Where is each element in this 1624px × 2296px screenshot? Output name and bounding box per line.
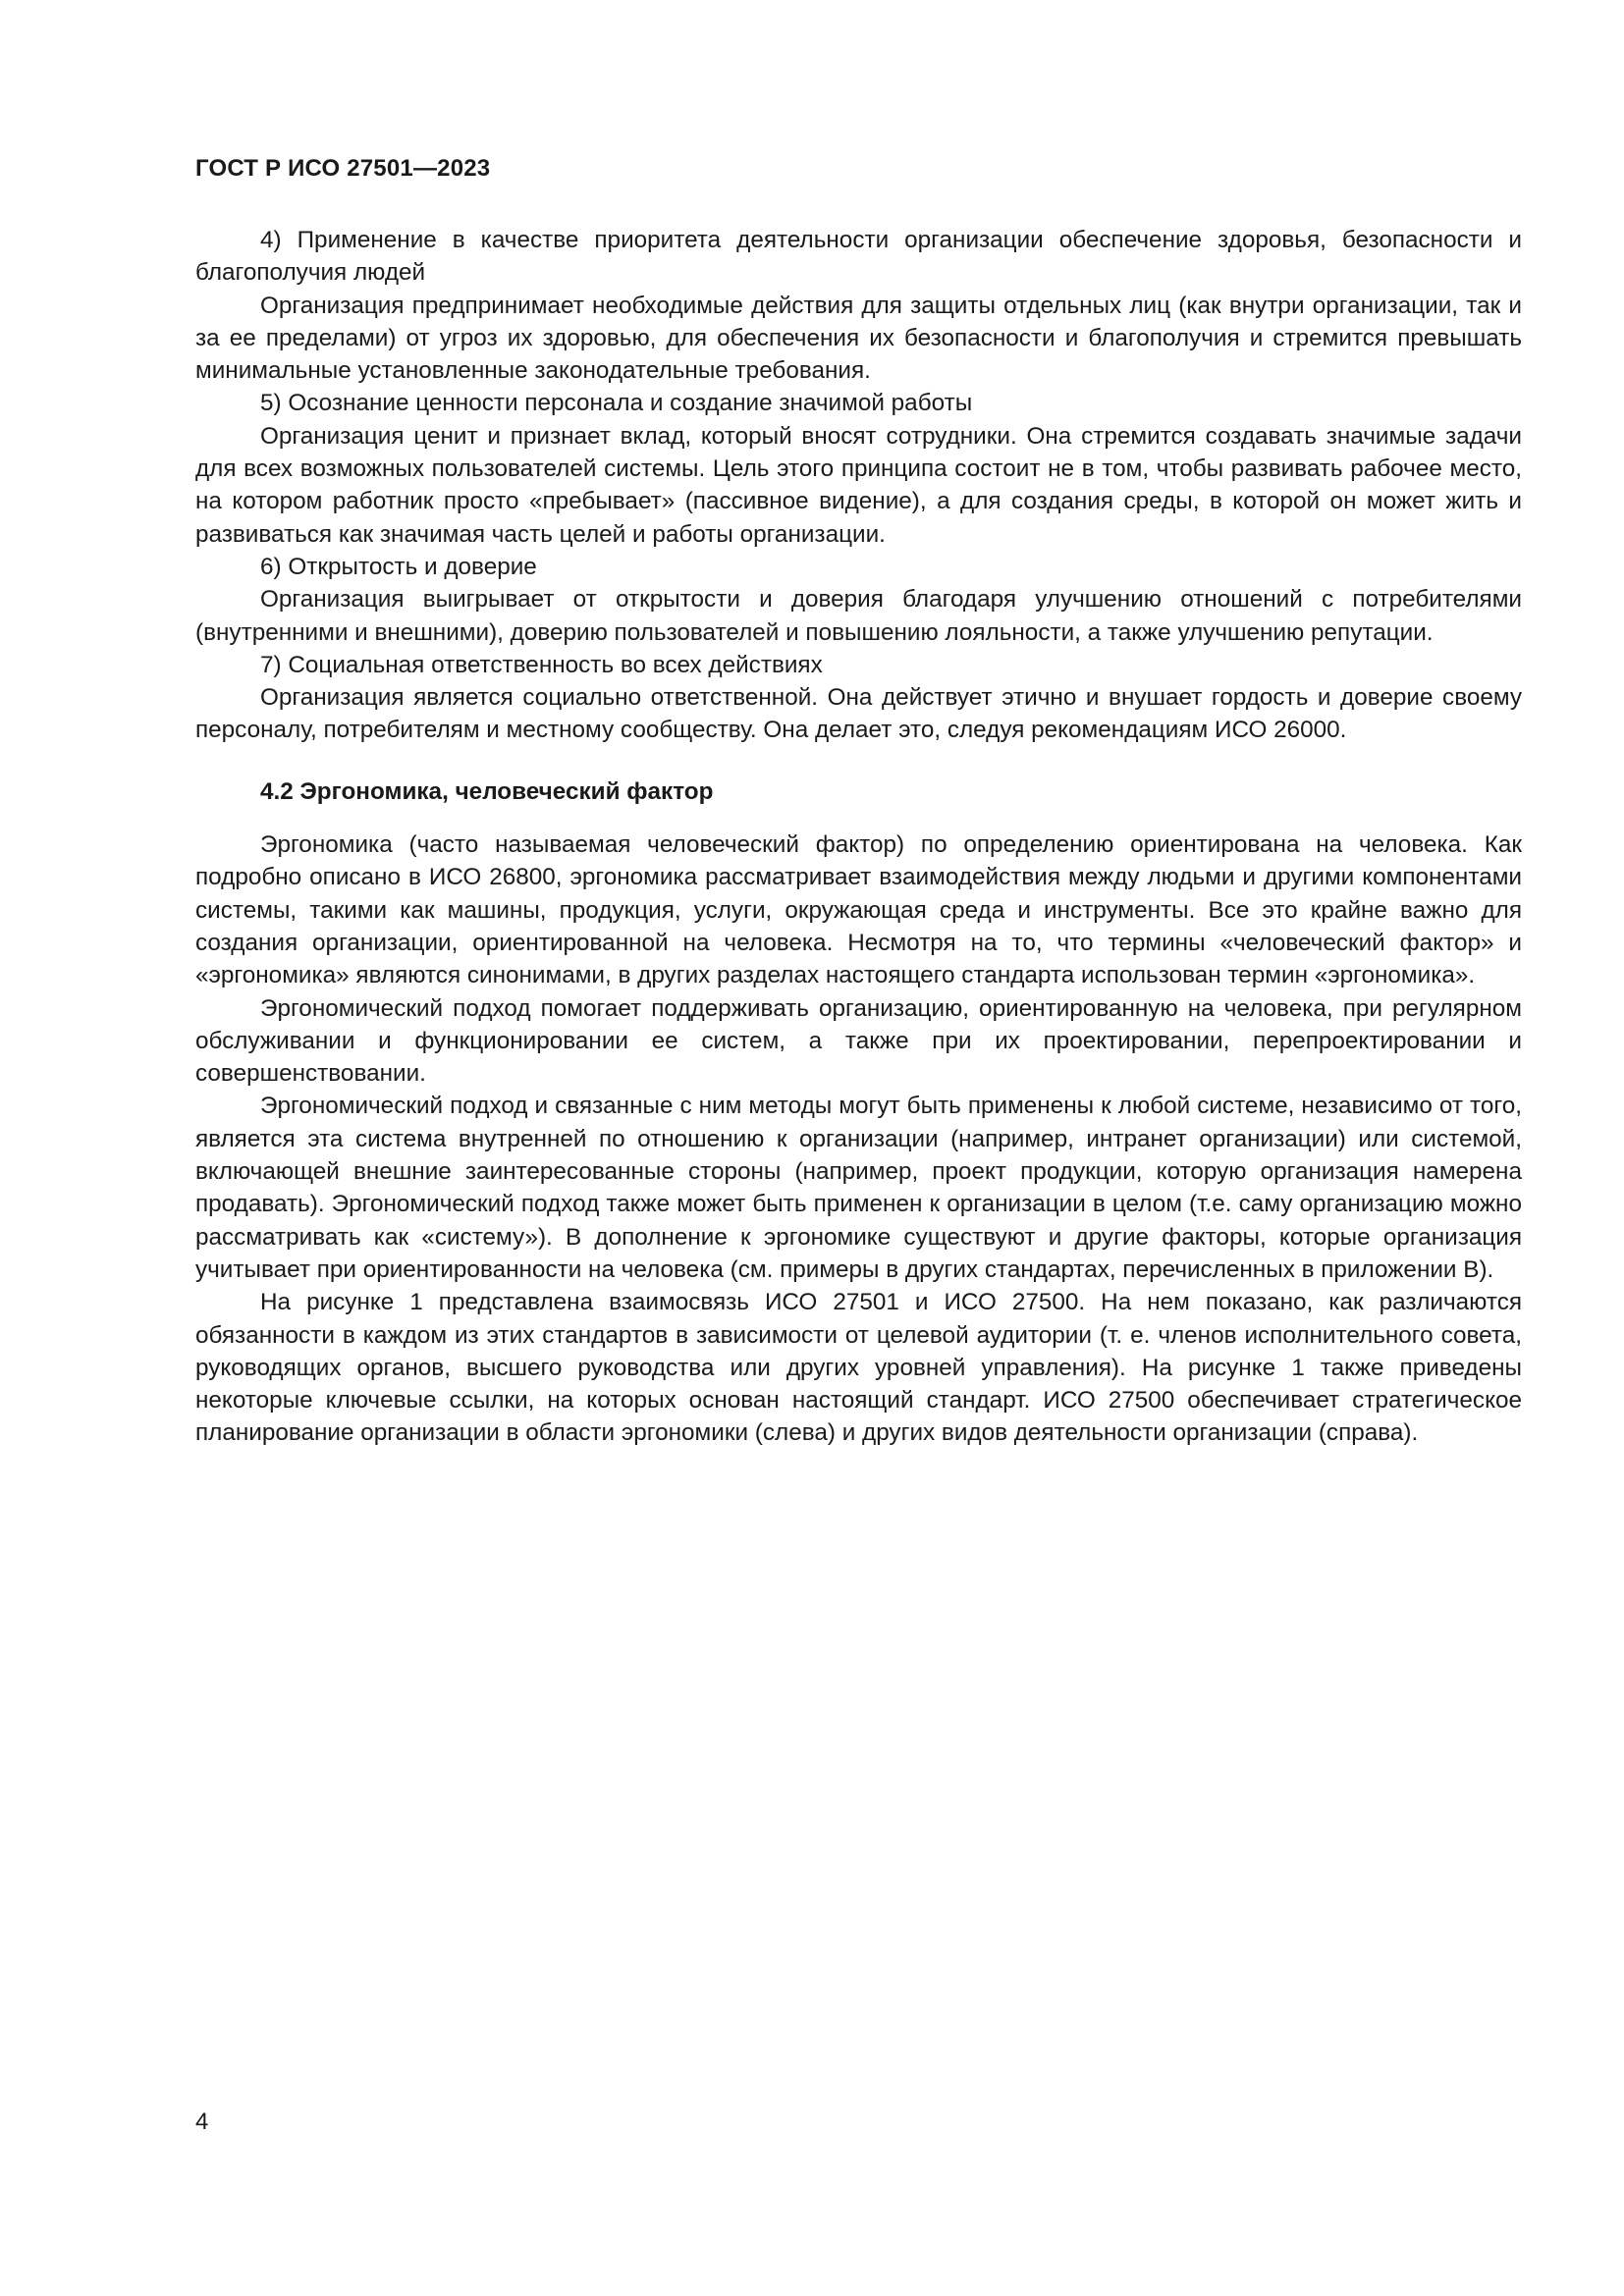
page-number: 4 xyxy=(195,2109,209,2135)
paragraph: 5) Осознание ценности персонала и создание значимой работы xyxy=(260,390,973,417)
paragraph: Организация является социально ответственной. Она действует этично и внушает гордость и доверие своему персоналу, потребителям и местному сообществу. Она делает это, следуя рекомендациям ИСО 26000. xyxy=(195,684,1522,744)
paragraph: Эргономика (часто называемая человеческий фактор) по определению ориентирована на человека. Как подробно описано в ИСО 26800, эргономика рассматривает взаимодействия между людьми и другими компонентами системы, такими как машины, продукция, услуги, окружающая среда и инструменты. Все это крайне важно для создания организации, ориентированной на человека. Несмотря на то, что термины «человеческий фактор» и «эргономика» являются синонимами, в других разделах настоящего стандарта использован термин «эргономика». xyxy=(195,831,1522,989)
paragraph: Эргономический подход и связанные с ним методы могут быть применены к любой системе, независимо от того, является эта система внутренней по отношению к организации (например, интранет организации) или системой, включающей внешние заинтересованные стороны (например, проект продукции, которую организация намерена продавать). Эргономический подход также может быть применен к организации в целом (т.е. саму организацию можно рассматривать как «систему»). В дополнение к эргономике существуют и другие факторы, которые организация учитывает при ориентированности на человека (см. примеры в других стандартах, перечисленных в приложении В). xyxy=(195,1093,1522,1283)
paragraph: Организация ценит и признает вклад, который вносят сотрудники. Она стремится создавать значимые задачи для всех возможных пользователей системы. Цель этого принципа состоит не в том, чтобы развивать рабочее место, на котором работник просто «пребывает» (пассивное видение), а для создания среды, в которой он может жить и развиваться как значимая часть целей и работы организации. xyxy=(195,422,1522,548)
paragraph: 4) Применение в качестве приоритета деятельности организации обеспечение здоровья, безопасности и благополучия людей xyxy=(195,227,1522,287)
paragraph: Эргономический подход помогает поддерживать организацию, ориентированную на человека, при регулярном обслуживании и функционировании ее систем, а также при их проектировании, перепроектировании и совершенствовании. xyxy=(195,994,1522,1088)
principles-list xyxy=(195,224,1522,747)
paragraph: Организация предпринимает необходимые действия для защиты отдельных лиц (как внутри организации, так и за ее пределами) от угроз их здоровью, для обеспечения их безопасности и благополучия и стремится превышать минимальные установленные законодательные требования. xyxy=(195,292,1522,385)
paragraph: Организация выигрывает от открытости и доверия благодаря улучшению отношений с потребителями (внутренними и внешними), доверию пользователей и повышению лояльности, а также улучшению репутации. xyxy=(195,586,1522,646)
paragraph: 6) Открытость и доверие xyxy=(260,553,537,580)
standard-header: ГОСТ Р ИСО 27501—2023 xyxy=(195,155,491,182)
ergonomics-section xyxy=(195,828,1522,1450)
paragraph: 7) Социальная ответственность во всех действиях xyxy=(260,651,823,678)
paragraph: На рисунке 1 представлена взаимосвязь ИСО 27501 и ИСО 27500. На нем показано, как различаются обязанности в каждом из этих стандартов в зависимости от целевой аудитории (т. е. членов исполнительного совета, руководящих органов, высшего руководства или других уровней управления). На рисунке 1 также приведены некоторые ключевые ссылки, на которых основан настоящий стандарт. ИСО 27500 обеспечивает стратегическое планирование организации в области эргономики (слева) и других видов деятельности организации (справа). xyxy=(195,1289,1522,1447)
section-heading: 4.2 Эргономика, человеческий фактор xyxy=(260,777,714,805)
document-body xyxy=(195,224,1522,1450)
